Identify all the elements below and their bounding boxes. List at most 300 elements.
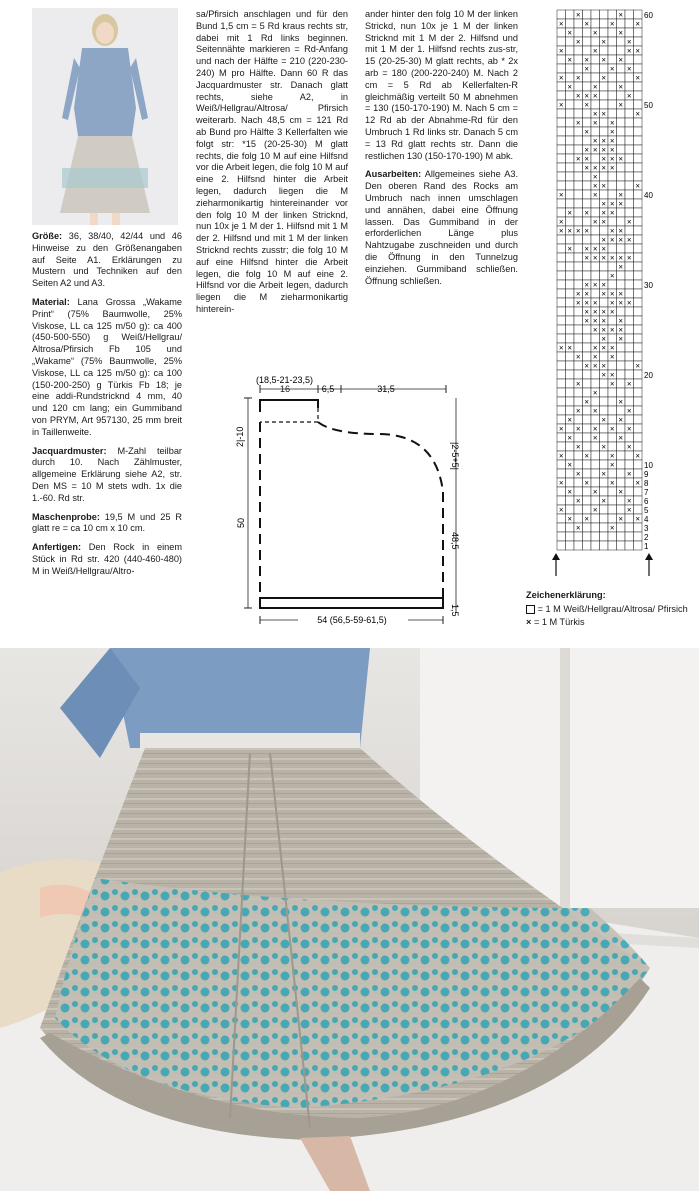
chart-cell <box>557 415 566 424</box>
chart-cell <box>625 334 634 343</box>
chart-cell <box>574 262 583 271</box>
chart-cell <box>566 478 575 487</box>
chart-cell <box>566 505 575 514</box>
chart-x-mark: × <box>618 487 624 497</box>
chart-grid <box>557 10 642 550</box>
chart-cell <box>574 145 583 154</box>
chart-cell <box>625 172 634 181</box>
chart-cell <box>574 343 583 352</box>
chart-x-mark: × <box>618 316 624 326</box>
chart-x-mark: × <box>618 514 624 524</box>
chart-row-label: 4 <box>644 515 649 524</box>
chart-cell <box>557 271 566 280</box>
chart-cell <box>566 280 575 289</box>
chart-x-mark: × <box>601 109 607 119</box>
chart-cell <box>625 433 634 442</box>
chart-cell <box>608 37 617 46</box>
chart-cell <box>634 262 643 271</box>
schematic-diagram <box>235 372 470 632</box>
chart-x-mark: × <box>609 325 615 335</box>
chart-cell <box>617 109 626 118</box>
chart-x-mark: × <box>575 496 581 506</box>
chart-cell <box>625 523 634 532</box>
chart-cell <box>591 523 600 532</box>
chart-cell <box>583 532 592 541</box>
chart-cell <box>600 433 609 442</box>
chart-cell <box>634 289 643 298</box>
chart-x-mark: × <box>601 154 607 164</box>
chart-cell <box>557 235 566 244</box>
dim-bottom-width: 54 (56,5-59-61,5) <box>317 615 387 625</box>
chart-cell <box>625 541 634 550</box>
chart-cell <box>566 235 575 244</box>
chart-cell <box>634 244 643 253</box>
chart-cell <box>600 460 609 469</box>
chart-x-mark: × <box>618 334 624 344</box>
chart-cell <box>600 388 609 397</box>
chart-cell <box>583 496 592 505</box>
chart-cell <box>634 55 643 64</box>
chart-cell <box>583 10 592 19</box>
chart-cell <box>574 397 583 406</box>
chart-cell <box>608 388 617 397</box>
chart-cell <box>566 442 575 451</box>
chart-x-mark: × <box>584 145 590 155</box>
chart-x-mark: × <box>584 451 590 461</box>
chart-x-mark: × <box>601 235 607 245</box>
chart-cell <box>634 334 643 343</box>
chart-cell <box>583 442 592 451</box>
chart-cell <box>574 370 583 379</box>
legend-text-turquoise: = 1 M Türkis <box>533 617 585 627</box>
chart-cell <box>625 163 634 172</box>
chart-x-mark: × <box>601 415 607 425</box>
chart-x-mark: × <box>558 226 564 236</box>
chart-x-mark: × <box>567 460 573 470</box>
chart-x-mark: × <box>618 415 624 425</box>
chart-cell <box>591 469 600 478</box>
chart-cell <box>625 307 634 316</box>
chart-cell <box>617 181 626 190</box>
chart-x-mark: × <box>609 136 615 146</box>
chart-x-mark: × <box>558 343 564 353</box>
chart-row-label: 10 <box>644 461 653 470</box>
chart-cell <box>583 37 592 46</box>
chart-cell <box>566 388 575 397</box>
chart-cell <box>574 127 583 136</box>
chart-cell <box>583 352 592 361</box>
chart-cell <box>617 379 626 388</box>
chart-x-mark: × <box>558 73 564 83</box>
chart-cell <box>583 505 592 514</box>
chart-x-mark: × <box>618 397 624 407</box>
chart-cell <box>583 424 592 433</box>
chart-x-mark: × <box>618 28 624 38</box>
chart-cell <box>625 316 634 325</box>
chart-x-mark: × <box>601 37 607 47</box>
chart-cell <box>600 82 609 91</box>
chart-cell <box>583 235 592 244</box>
chart-x-mark: × <box>567 415 573 425</box>
chart-cell <box>557 208 566 217</box>
chart-cell <box>566 451 575 460</box>
chart-x-mark: × <box>635 451 641 461</box>
chart-cell <box>634 469 643 478</box>
chart-cell <box>625 181 634 190</box>
chart-cell <box>557 469 566 478</box>
chart-x-mark: × <box>567 28 573 38</box>
chart-cell <box>608 487 617 496</box>
chart-cell <box>557 289 566 298</box>
chart-cell <box>574 217 583 226</box>
chart-cell <box>634 91 643 100</box>
chart-x-mark: × <box>567 55 573 65</box>
chart-cell <box>557 127 566 136</box>
chart-x-mark: × <box>618 433 624 443</box>
chart-x-mark: × <box>575 352 581 362</box>
chart-cell <box>566 190 575 199</box>
chart-x-mark: × <box>584 478 590 488</box>
chart-cell <box>608 514 617 523</box>
chart-x-mark: × <box>592 343 598 353</box>
chart-cell <box>634 253 643 262</box>
chart-x-mark: × <box>575 424 581 434</box>
chart-cell <box>583 334 592 343</box>
chart-cell <box>566 289 575 298</box>
chart-cell <box>566 541 575 550</box>
chart-x-mark: × <box>558 217 564 227</box>
chart-x-mark: × <box>626 298 632 308</box>
chart-x-mark: × <box>592 181 598 191</box>
chart-cell <box>566 163 575 172</box>
chart-cell <box>634 541 643 550</box>
chart-x-mark: × <box>567 487 573 497</box>
chart-cell <box>634 190 643 199</box>
chart-cell <box>600 64 609 73</box>
chart-cell <box>574 172 583 181</box>
chart-cell <box>625 532 634 541</box>
chart-cell <box>566 352 575 361</box>
chart-row-label: 30 <box>644 281 653 290</box>
chart-cell <box>608 46 617 55</box>
chart-cell <box>625 451 634 460</box>
chart-cell <box>617 469 626 478</box>
chart-cell <box>557 91 566 100</box>
chart-cell <box>583 199 592 208</box>
chart-cell <box>591 460 600 469</box>
chart-cell <box>634 298 643 307</box>
chart-cell <box>566 199 575 208</box>
chart-x-mark: × <box>575 379 581 389</box>
dim-height-50: 50 <box>236 517 246 528</box>
chart-x-mark: × <box>618 235 624 245</box>
chart-x-mark: × <box>609 253 615 263</box>
chart-x-mark: × <box>584 280 590 290</box>
gauge-text: 19,5 M und 25 R glatt re = ca 10 cm x 10 cm. <box>32 511 182 534</box>
chart-cell <box>600 478 609 487</box>
chart-cell <box>634 307 643 316</box>
chart-cell <box>600 298 609 307</box>
chart-cell <box>557 514 566 523</box>
chart-cell <box>617 307 626 316</box>
chart-cell <box>634 487 643 496</box>
chart-cell <box>557 145 566 154</box>
chart-cell <box>600 271 609 280</box>
chart-cell <box>566 145 575 154</box>
chart-row-label: 1 <box>644 542 649 551</box>
chart-cell <box>566 424 575 433</box>
chart-cell <box>608 10 617 19</box>
chart-cell <box>574 190 583 199</box>
chart-cell <box>634 523 643 532</box>
chart-x-mark: × <box>601 325 607 335</box>
chart-cell <box>591 10 600 19</box>
chart-x-mark: × <box>601 217 607 227</box>
chart-x-mark: × <box>618 10 624 20</box>
chart-cell <box>608 262 617 271</box>
chart-cell <box>557 55 566 64</box>
chart-x-mark: × <box>592 487 598 497</box>
chart-cell <box>617 118 626 127</box>
chart-cell <box>591 154 600 163</box>
chart-row-label: 8 <box>644 479 649 488</box>
dim-top-width: (18,5-21-23,5) <box>256 375 314 385</box>
chart-cell <box>566 10 575 19</box>
chart-x-mark: × <box>626 442 632 452</box>
chart-cell <box>600 46 609 55</box>
chart-cell <box>574 460 583 469</box>
chart-cell <box>566 406 575 415</box>
chart-x-mark: × <box>609 145 615 155</box>
chart-x-mark: × <box>609 478 615 488</box>
chart-x-mark: × <box>558 424 564 434</box>
chart-x-mark: × <box>558 190 564 200</box>
chart-x-mark: × <box>601 145 607 155</box>
chart-cell <box>634 64 643 73</box>
chart-cell <box>566 370 575 379</box>
chart-x-mark: × <box>609 379 615 389</box>
chart-x-mark: × <box>609 343 615 353</box>
chart-cell <box>566 46 575 55</box>
chart-x-mark: × <box>575 298 581 308</box>
chart-cell <box>625 199 634 208</box>
chart-cell <box>566 109 575 118</box>
chart-x-mark: × <box>618 100 624 110</box>
chart-cell <box>583 370 592 379</box>
chart-cell <box>634 316 643 325</box>
chart-row-label: 6 <box>644 497 649 506</box>
chart-x-mark: × <box>584 19 590 29</box>
chart-cell <box>591 271 600 280</box>
chart-cell <box>634 145 643 154</box>
chart-cell <box>583 190 592 199</box>
chart-cell <box>574 136 583 145</box>
chart-cell <box>634 199 643 208</box>
chart-cell <box>617 424 626 433</box>
chart-x-mark: × <box>609 523 615 533</box>
chart-x-mark: × <box>635 46 641 56</box>
jacquard-label: Jacquardmuster: <box>32 445 107 456</box>
chart-cell <box>566 523 575 532</box>
chart-cell <box>600 379 609 388</box>
chart-cell <box>557 82 566 91</box>
chart-cell <box>634 100 643 109</box>
chart-cell <box>574 100 583 109</box>
chart-cell <box>608 100 617 109</box>
chart-cell <box>574 433 583 442</box>
chart-cell <box>591 532 600 541</box>
chart-cell <box>600 190 609 199</box>
chart-cell <box>634 343 643 352</box>
chart-cell <box>634 10 643 19</box>
chart-row-label: 5 <box>644 506 649 515</box>
chart-cell <box>557 361 566 370</box>
chart-cell <box>600 397 609 406</box>
chart-cell <box>600 28 609 37</box>
chart-cell <box>557 172 566 181</box>
chart-x-mark: × <box>592 352 598 362</box>
chart-cell <box>634 406 643 415</box>
chart-x-mark: × <box>592 109 598 119</box>
chart-cell <box>591 397 600 406</box>
chart-cell <box>608 532 617 541</box>
chart-cell <box>566 469 575 478</box>
chart-cell <box>557 307 566 316</box>
chart-x-mark: × <box>601 343 607 353</box>
chart-x-mark: × <box>592 325 598 335</box>
chart-cell <box>557 199 566 208</box>
chart-cell <box>557 154 566 163</box>
chart-cell <box>583 523 592 532</box>
chart-x-mark: × <box>618 154 624 164</box>
chart-cell <box>566 496 575 505</box>
chart-cell <box>583 406 592 415</box>
chart-cell <box>600 541 609 550</box>
chart-cell <box>566 334 575 343</box>
chart-cell <box>583 46 592 55</box>
chart-x-mark: × <box>567 244 573 254</box>
chart-cell <box>634 433 643 442</box>
chart-x-mark: × <box>567 226 573 236</box>
chart-cell <box>566 100 575 109</box>
chart-cell <box>591 127 600 136</box>
chart-cell <box>608 316 617 325</box>
chart-cell <box>617 73 626 82</box>
chart-cell <box>583 262 592 271</box>
chart-cell <box>566 325 575 334</box>
chart-cell <box>625 478 634 487</box>
chart-x-mark: × <box>609 451 615 461</box>
chart-x-mark: × <box>626 406 632 416</box>
chart-cell <box>617 361 626 370</box>
chart-cell <box>608 244 617 253</box>
chart-cell <box>557 487 566 496</box>
chart-cell <box>557 460 566 469</box>
chart-x-mark: × <box>575 523 581 533</box>
chart-cell <box>591 235 600 244</box>
chart-x-mark: × <box>609 118 615 128</box>
chart-cell <box>608 406 617 415</box>
chart-cell <box>634 217 643 226</box>
chart-x-mark: × <box>601 496 607 506</box>
chart-cell <box>566 262 575 271</box>
chart-x-mark: × <box>635 361 641 371</box>
dim-bottom-1-5: 1,5 <box>450 604 460 617</box>
chart-cell <box>608 190 617 199</box>
chart-cell <box>634 496 643 505</box>
jacquard-text: M-Zahl teilbar durch 10. Nach Zählmuster, allgemeine Erklärung siehe A2, str. Den MS = 10 M stets wdh. 1x die 1.-60. Rd str. <box>32 445 182 503</box>
chart-x-mark: × <box>592 406 598 416</box>
size-label: Größe: <box>32 231 63 241</box>
chart-x-mark: × <box>618 289 624 299</box>
chart-cell <box>617 172 626 181</box>
chart-cell <box>625 127 634 136</box>
chart-x-mark: × <box>592 361 598 371</box>
chart-cell <box>625 370 634 379</box>
chart-x-mark: × <box>584 298 590 308</box>
chart-x-mark: × <box>618 226 624 236</box>
chart-cell <box>617 217 626 226</box>
chart-cell <box>566 379 575 388</box>
chart-x-mark: × <box>575 469 581 479</box>
chart-x-mark: × <box>635 73 641 83</box>
finishing-label: Ausarbeiten: <box>365 169 422 180</box>
chart-x-mark: × <box>609 298 615 308</box>
chart-cell <box>591 19 600 28</box>
chart-x-mark: × <box>609 424 615 434</box>
chart-x-mark: × <box>584 244 590 254</box>
chart-cell <box>557 433 566 442</box>
chart-cell <box>608 28 617 37</box>
chart-x-mark: × <box>601 307 607 317</box>
chart-cell <box>617 145 626 154</box>
skirt-photo <box>0 648 699 1191</box>
chart-x-mark: × <box>609 19 615 29</box>
chart-cell <box>574 325 583 334</box>
chart-x-mark: × <box>601 136 607 146</box>
chart-cell <box>608 334 617 343</box>
chart-cell <box>557 109 566 118</box>
chart-cell <box>566 154 575 163</box>
chart-cell <box>608 55 617 64</box>
empty-square-icon <box>526 605 535 614</box>
chart-cell <box>608 442 617 451</box>
chart-cell <box>557 163 566 172</box>
chart-cell <box>591 514 600 523</box>
chart-x-mark: × <box>601 370 607 380</box>
chart-cell <box>574 208 583 217</box>
dim-right-2-5-5: |2-5+5| <box>450 442 460 470</box>
legend <box>526 590 696 629</box>
finishing-text: Allgemeines siehe A3. Den oberen Rand des Rocks am Umbruch nach innen umschlagen und annähen, dabei eine Öffnung lassen. Das Gummiband in der erforderlichen Länge plus Nahtzugabe zuschneiden und durch die Öffnung in den Tunnelzug einziehen. Gummiband schließen. Öffnung schließen. <box>365 169 519 286</box>
chart-cell <box>600 118 609 127</box>
chart-cell <box>583 343 592 352</box>
chart-cell <box>557 181 566 190</box>
chart-x-mark: × <box>626 37 632 47</box>
chart-cell <box>557 253 566 262</box>
chart-cell <box>617 523 626 532</box>
chart-x-mark: × <box>609 163 615 173</box>
chart-cell <box>591 208 600 217</box>
chart-cell <box>583 28 592 37</box>
chart-cell <box>617 352 626 361</box>
chart-cell <box>583 541 592 550</box>
chart-cell <box>617 388 626 397</box>
chart-cell <box>574 19 583 28</box>
dim-top-16: 16 <box>279 384 291 394</box>
chart-cell <box>591 55 600 64</box>
chart-cell <box>617 244 626 253</box>
